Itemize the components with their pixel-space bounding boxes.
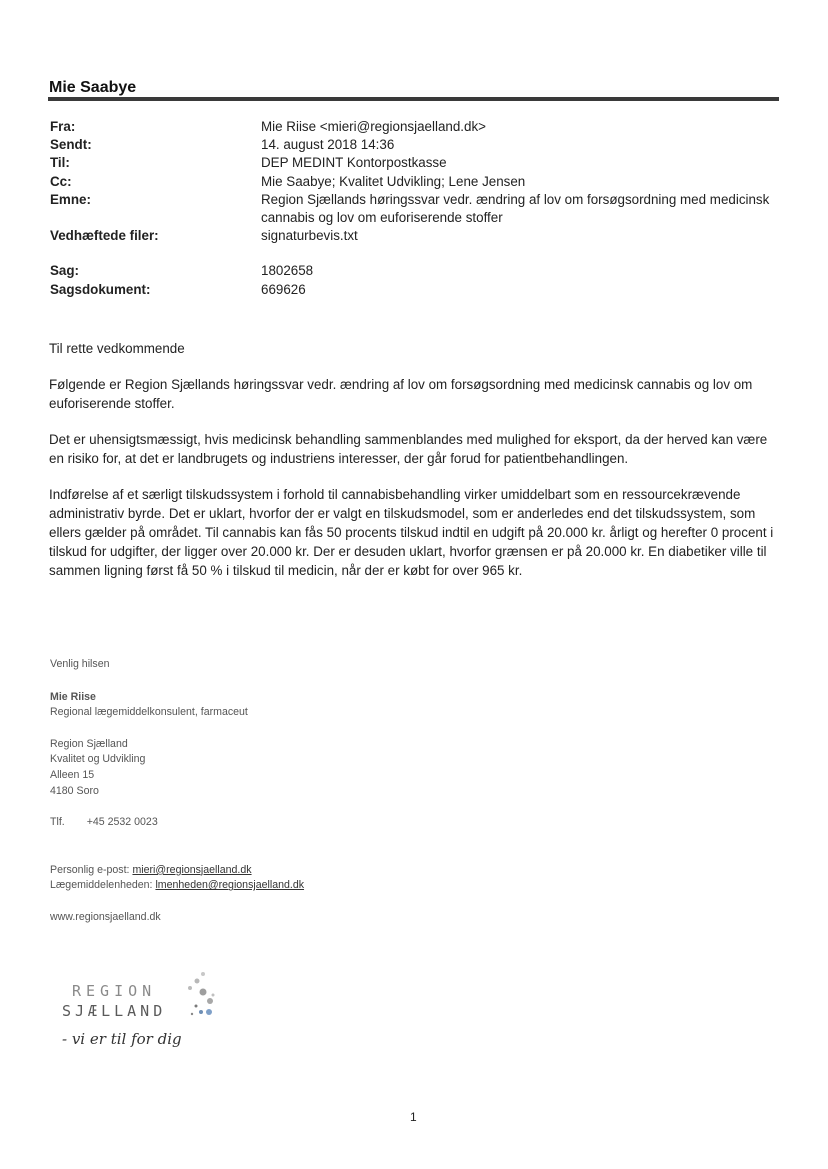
field-label: Sagsdokument: (50, 281, 151, 297)
phone-line (50, 815, 450, 831)
phone-label: Tlf. (50, 816, 65, 829)
body-paragraph: Indførelse af et særligt tilskudssystem i forhold til cannabisbehandling virker umiddelbart som en ressourcekrævende administrativ byrde. Det er uklart, hvorfor der er valgt en tilskudsmodel, som er anderledes end det tilskudssystem, som ellers gælder på området. Til cannabis kan fås 50 procents tilskud indtil en udgift på 20.000 kr. årligt og herefter 0 procent i tilskud for udgifter, der ligger over 20.000 kr. Der er desuden uklart, hvorfor grænsen er på 20.000 kr. En diabetiker ville til sammen ligning først få 50 % i tilskud til medicin, når der er købt for over 965 kr. (49, 487, 774, 578)
subject-value: Region Sjællands høringssvar vedr. ændring af lov om forsøgsordning med medicinsk cannabis og lov om euforiserende stoffer (261, 191, 770, 226)
logo-tagline: - vi er til for dig (62, 1030, 182, 1048)
website[interactable]: www.regionsjaelland.dk (50, 910, 161, 923)
field-label: Sendt: (50, 137, 92, 153)
field-label: Sag: (50, 263, 80, 279)
header-row-attachments (50, 227, 770, 245)
field-label: Emne: (50, 191, 91, 207)
cc-value: Mie Saabye; Kvalitet Udvikling; Lene Jensen (261, 173, 526, 189)
to-value: DEP MEDINT Kontorpostkasse (261, 155, 447, 171)
header-row-subject (50, 191, 770, 227)
sender-name: Mie Riise (50, 690, 96, 703)
logo-dots-icon (188, 972, 215, 1015)
unit-email-line (50, 878, 450, 894)
field-label: Cc: (50, 173, 72, 189)
field-label: Vedhæftede filer: (50, 228, 159, 244)
sent-value: 14. august 2018 14:36 (261, 137, 395, 153)
header-rule (48, 97, 779, 101)
greeting: Venlig hilsen (50, 658, 110, 670)
sender-title: Regional lægemiddelkonsulent, farmaceut (50, 706, 248, 719)
header-row-from (50, 118, 770, 136)
personal-email-link[interactable]: mieri@regionsjaelland.dk (132, 863, 252, 876)
personal-email-label: Personlig e-post: (50, 863, 130, 876)
header-row-cc (50, 173, 770, 191)
header-row-case (50, 262, 770, 280)
logo-line-1: REGION (72, 982, 157, 1000)
case-document-value: 669626 (261, 281, 306, 297)
address-line: Kvalitet og Udvikling (50, 753, 146, 766)
mailbox-owner: Mie Saabye (49, 79, 137, 96)
unit-email-link[interactable]: lmenheden@regionsjaelland.dk (155, 879, 305, 892)
from-value: Mie Riise <mieri@regionsjaelland.dk> (261, 119, 486, 134)
address-line: Alleen 15 (50, 768, 95, 781)
field-label: Fra: (50, 119, 76, 134)
header-row-sent (50, 136, 770, 154)
email-signature (50, 657, 450, 926)
address-line: Region Sjælland (50, 737, 128, 750)
attachment-value: signaturbevis.txt (261, 228, 358, 244)
email-body (49, 339, 784, 597)
body-paragraph: Følgende er Region Sjællands høringssvar vedr. ændring af lov om forsøgsordning med medicinsk cannabis og lov om euforiserende stoffer. (49, 377, 753, 411)
header-row-to (50, 154, 770, 172)
phone-number: +45 2532 0023 (86, 816, 158, 829)
address-line: 4180 Soro (50, 784, 99, 797)
email-header (50, 118, 770, 299)
field-label: Til: (50, 155, 70, 171)
salutation: Til rette vedkommende (49, 341, 185, 356)
region-sjaelland-logo (50, 968, 250, 1058)
case-value: 1802658 (261, 263, 314, 279)
personal-email-line (50, 863, 450, 879)
body-paragraph: Det er uhensigtsmæssigt, hvis medicinsk behandling sammenblandes med mulighed for eksport, da der herved kan være en risiko for, at det er landbrugets og industriens interesser, der går forud for patientbehandlingen. (49, 432, 768, 466)
page-number: 1 (410, 1110, 417, 1124)
unit-email-label: Lægemiddelenheden: (50, 879, 153, 892)
logo-line-2: SJÆLLAND (62, 1002, 167, 1020)
header-row-case-document (50, 281, 770, 299)
